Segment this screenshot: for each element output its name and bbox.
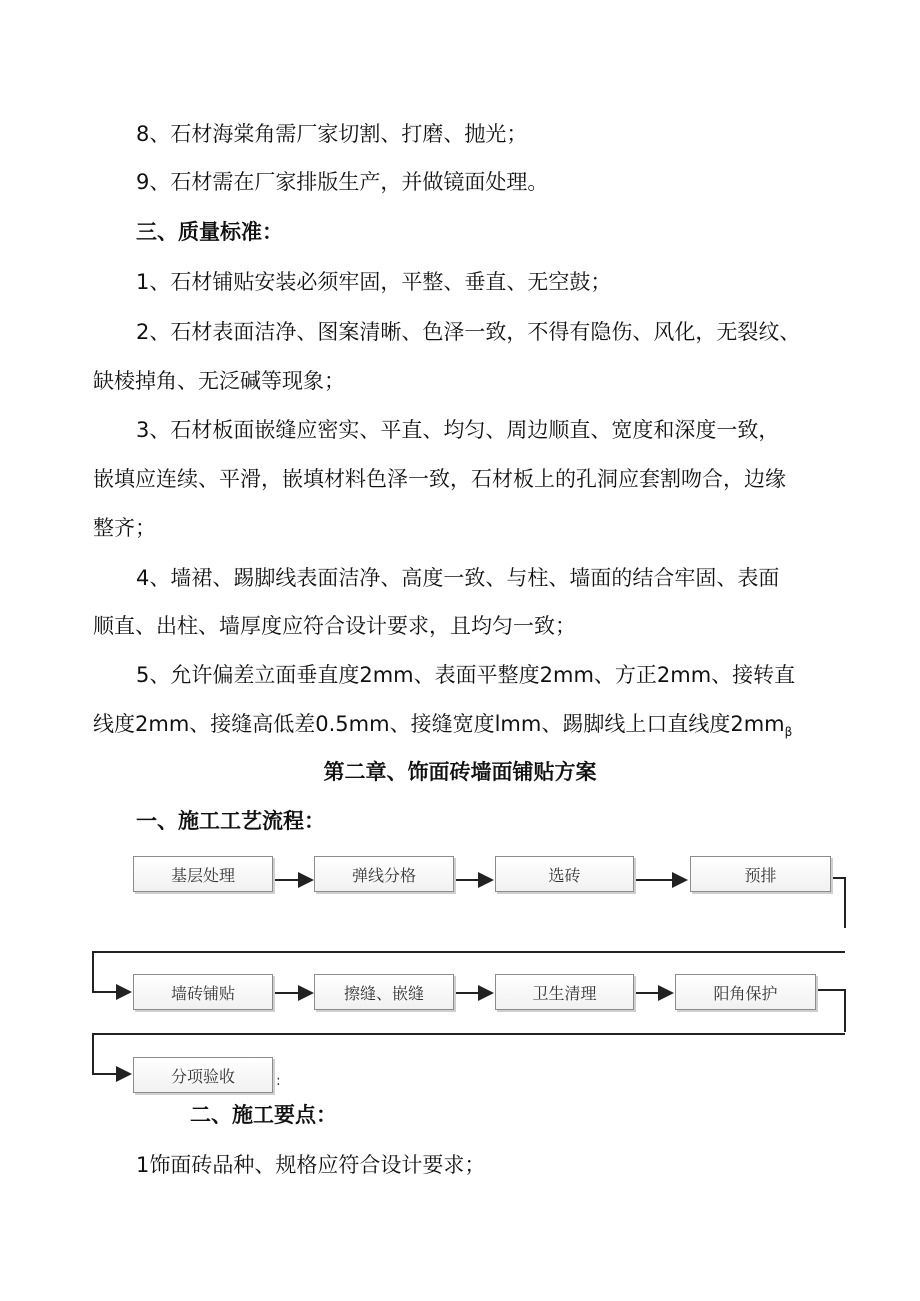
quality-item-5-line-1: 5、允许偏差立面垂直度2mm、表面平整度2mm、方正2mm、接转直 bbox=[136, 663, 796, 687]
quality-item-4-line-1: 4、墙裙、踢脚线表面洁净、高度一致、与柱、墙面的结合牢固、表面 bbox=[136, 566, 780, 590]
section-heading-process: 一、施工工艺流程： bbox=[136, 809, 325, 833]
flow-step-9: 分项验收 bbox=[133, 1057, 273, 1093]
paragraph-item-8: 8、石材海棠角需厂家切割、打磨、抛光； bbox=[136, 122, 528, 146]
flow-step-3: 选砖 bbox=[495, 856, 634, 892]
wrap-row1-row2 bbox=[831, 878, 845, 928]
quality-item-4-line-2: 顺直、出柱、墙厚度应符合设计要求，且均匀一致； bbox=[93, 614, 576, 638]
quality-item-3-line-1: 3、石材板面嵌缝应密实、平直、均匀、周边顺直、宽度和深度一致， bbox=[136, 418, 780, 442]
flow-step-4: 预排 bbox=[690, 856, 831, 892]
points-item-1: 1饰面砖品种、规格应符合设计要求； bbox=[136, 1153, 486, 1177]
flow-step-6: 擦缝、嵌缝 bbox=[314, 974, 454, 1010]
stray-subscript: β bbox=[784, 725, 793, 740]
wrap-row2-row3 bbox=[818, 990, 845, 1032]
flow-step-2: 弹线分格 bbox=[314, 856, 454, 892]
paragraph-item-9: 9、石材需在厂家排版生产，并做镜面处理。 bbox=[136, 170, 549, 194]
quality-item-2-line-1: 2、石材表面洁净、图案清晰、色泽一致，不得有隐伤、风化，无裂纹、 bbox=[136, 320, 801, 344]
section-heading-points: 二、施工要点： bbox=[190, 1103, 337, 1127]
chapter-title: 第二章、饰面砖墙面铺贴方案 bbox=[323, 760, 597, 784]
quality-item-3-line-2: 嵌填应连续、平滑，嵌填材料色泽一致，石材板上的孔洞应套割吻合，边缘 bbox=[93, 467, 786, 491]
flow-step-7: 卫生清理 bbox=[495, 974, 634, 1010]
quality-item-5-line-2-text: 线度2mm、接缝高低差0.5mm、接缝宽度lmm、踢脚线上口直线度2mm bbox=[93, 712, 785, 736]
flow-step-8: 阳角保护 bbox=[675, 974, 816, 1010]
stray-colon: : bbox=[276, 1073, 281, 1089]
flow-step-1: 基层处理 bbox=[133, 856, 273, 892]
quality-item-1: 1、石材铺贴安装必须牢固，平整、垂直、无空鼓； bbox=[136, 270, 612, 294]
flow-step-5: 墙砖铺贴 bbox=[133, 974, 273, 1010]
quality-item-2-line-2: 缺棱掉角、无泛碱等现象； bbox=[93, 369, 345, 393]
section-heading-quality: 三、质量标准： bbox=[136, 220, 283, 244]
quality-item-3-line-3: 整齐； bbox=[93, 516, 156, 540]
